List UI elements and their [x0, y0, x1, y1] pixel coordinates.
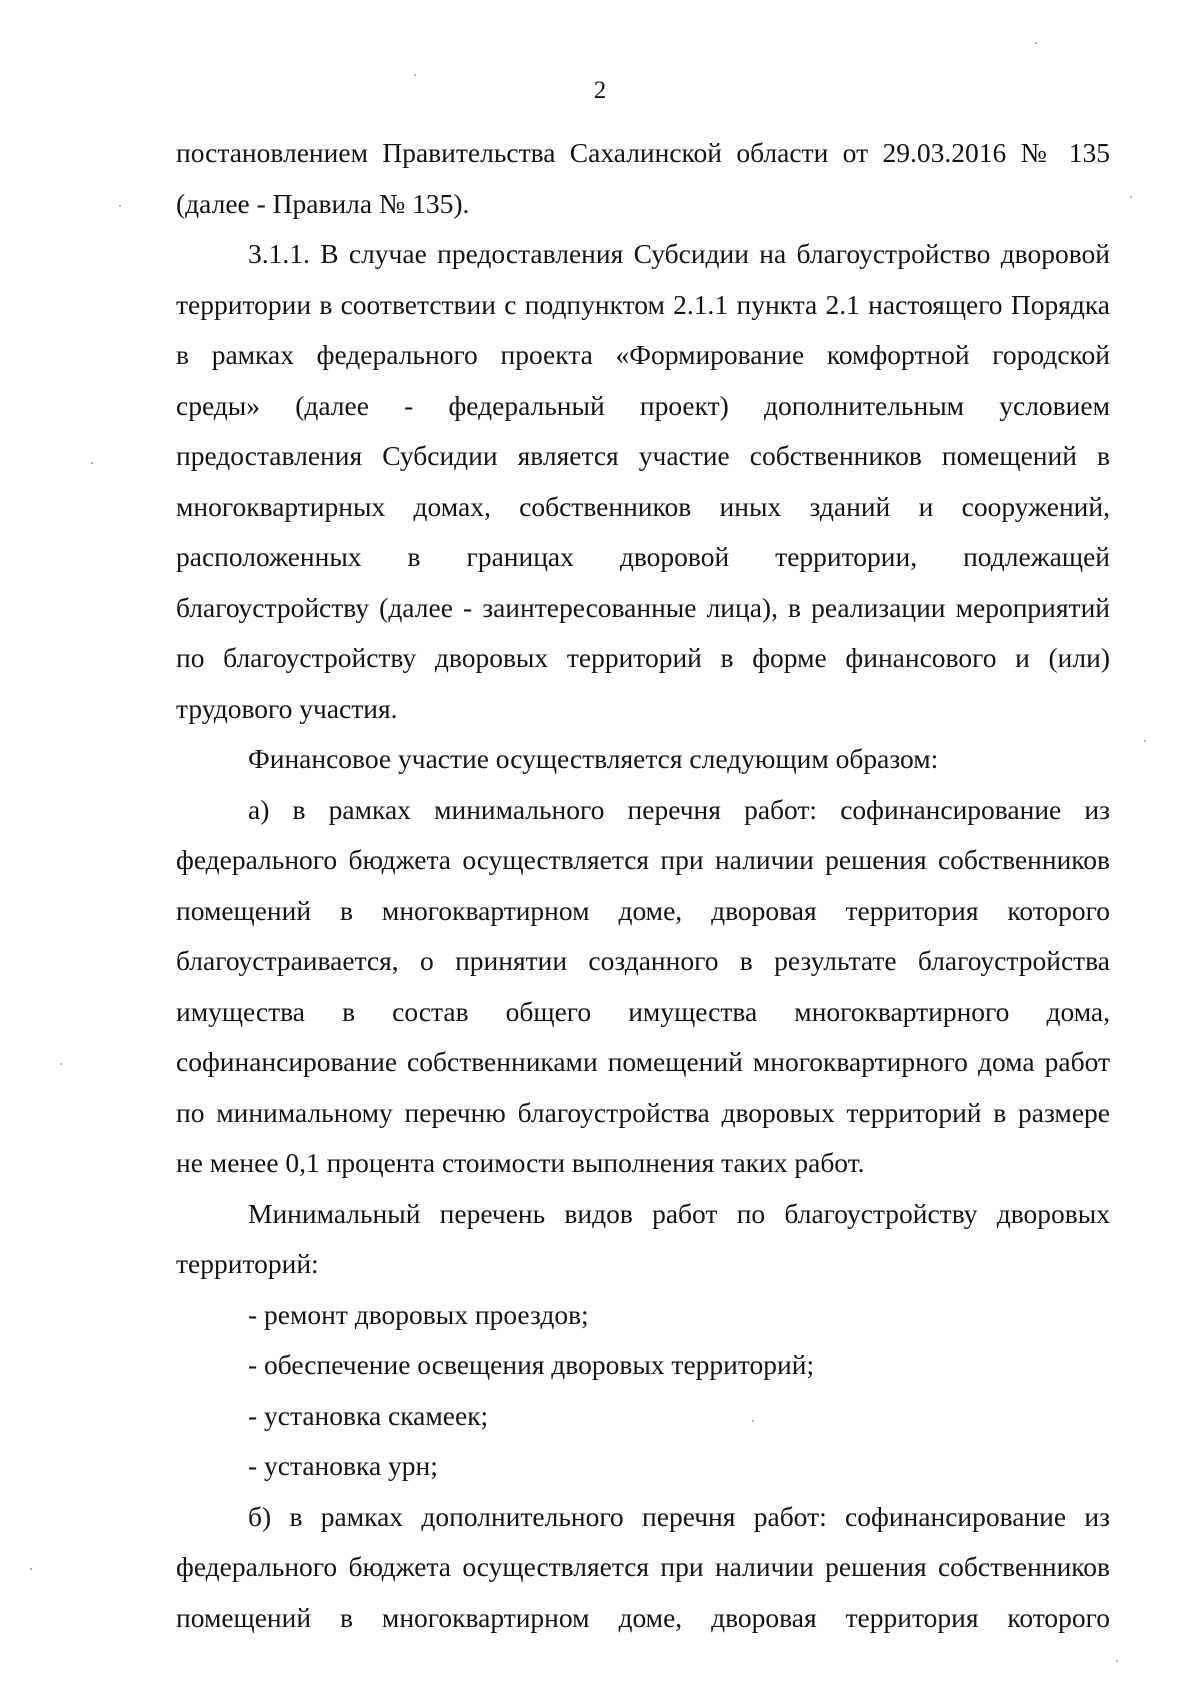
- text-line: 3.1.1. В случае предоставления Субсидии на благоустройство дворовой: [248, 238, 1110, 269]
- scan-speck: [119, 205, 121, 207]
- text-line: постановлением Правительства Сахалинской области от 29.03.2016 № 135: [176, 137, 1110, 168]
- text-line: имущества в состав общего имущества многоквартирного дома,: [176, 995, 1110, 1027]
- text-line: территорий:: [176, 1248, 319, 1279]
- text-line: федерального бюджета осуществляется при наличии решения собственников: [176, 844, 1110, 875]
- scan-speck: [1130, 196, 1132, 198]
- list-item: - обеспечение освещения дворовых территорий;: [248, 1349, 815, 1380]
- page-number: 2: [593, 77, 607, 104]
- scan-speck: [752, 1420, 754, 1422]
- scan-speck: [91, 462, 93, 464]
- text-line: среды» (далее - федеральный проект) дополнительным условием: [176, 389, 1110, 421]
- text-line: помещений в многоквартирном доме, дворовая территория которого: [176, 1601, 1110, 1633]
- text-line: благоустраивается, о принятии созданного в результате благоустройства: [176, 945, 1110, 976]
- text-line: трудового участия.: [176, 692, 398, 724]
- scan-speck: [1116, 1660, 1118, 1662]
- text-line: предоставления Субсидии является участие собственников помещений в: [176, 440, 1110, 471]
- scan-speck: [1144, 740, 1146, 742]
- text-line: б) в рамках дополнительного перечня работ: софинансирование из: [248, 1500, 1110, 1532]
- text-line: Финансовое участие осуществляется следующим образом:: [248, 743, 939, 774]
- text-line: территории в соответствии с подпунктом 2.1.1 пункта 2.1 настоящего Порядка: [176, 288, 1110, 320]
- list-item: - установка скамеек;: [248, 1399, 489, 1431]
- text-line: (далее - Правила № 135).: [176, 187, 470, 219]
- list-item: - установка урн;: [248, 1450, 438, 1481]
- text-line: многоквартирных домах, собственников иных зданий и сооружений,: [176, 490, 1110, 522]
- text-line: по благоустройству дворовых территорий в форме финансового и (или): [176, 642, 1110, 673]
- scan-speck: [60, 1063, 62, 1065]
- document-body: [176, 128, 1110, 1643]
- text-line: благоустройству (далее - заинтересованные лица), в реализации мероприятий: [176, 591, 1110, 623]
- scan-speck: [1035, 42, 1037, 44]
- text-line: софинансирование собственниками помещений многоквартирного дома работ: [176, 1046, 1110, 1077]
- text-line: а) в рамках минимального перечня работ: софинансирование из: [248, 793, 1110, 825]
- scan-speck: [30, 1568, 32, 1570]
- text-line: федерального бюджета осуществляется при наличии решения собственников: [176, 1551, 1110, 1582]
- text-line: расположенных в границах дворовой территории, подлежащей: [176, 541, 1110, 572]
- text-line: не менее 0,1 процента стоимости выполнения таких работ.: [176, 1147, 865, 1178]
- text-line: Минимальный перечень видов работ по благоустройству дворовых: [248, 1197, 1110, 1229]
- list-item: - ремонт дворовых проездов;: [248, 1298, 589, 1330]
- text-line: помещений в многоквартирном доме, дворовая территория которого: [176, 894, 1110, 926]
- text-line: в рамках федерального проекта «Формирование комфортной городской: [176, 339, 1110, 370]
- text-line: по минимальному перечню благоустройства дворовых территорий в размере: [176, 1096, 1110, 1128]
- scan-speck: [414, 74, 416, 76]
